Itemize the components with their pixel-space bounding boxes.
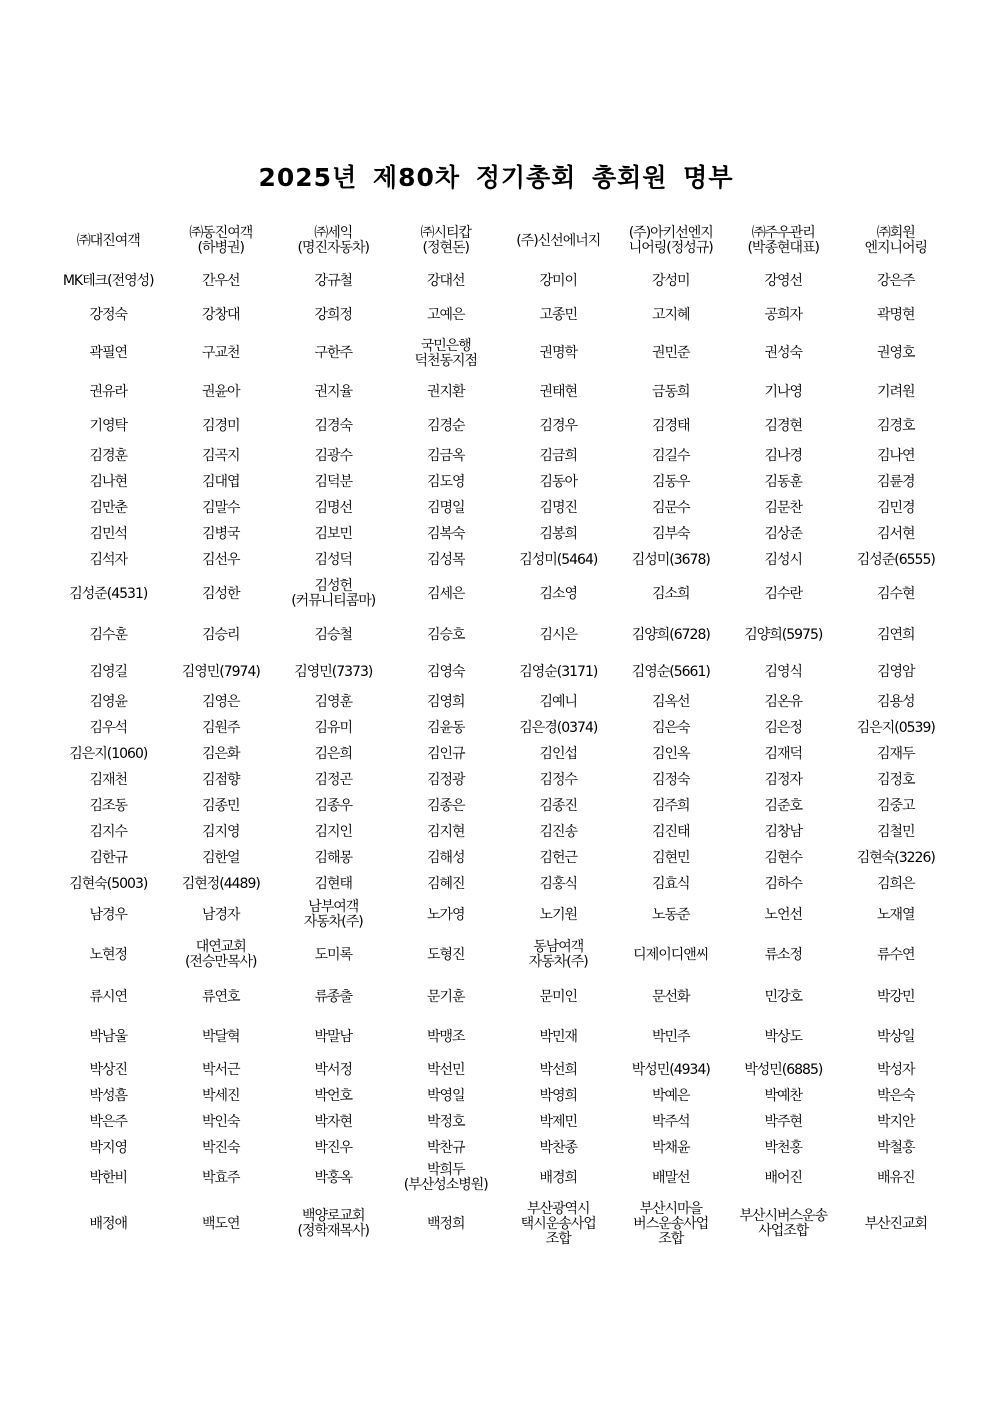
member-name: 기나영: [764, 383, 803, 400]
member-name: 김은희: [314, 745, 353, 762]
member-name: 박언호: [314, 1087, 353, 1104]
member-name: MK테크(전영성): [62, 272, 154, 289]
member-name: 김나현: [89, 473, 128, 490]
member-name: 김진태: [651, 823, 690, 840]
member-name: 박강민: [876, 988, 915, 1005]
member-name: 박철홍: [876, 1139, 915, 1156]
member-name: 김홍식: [539, 875, 578, 892]
roster-row: [52, 1083, 952, 1109]
member-name: 김소영: [539, 585, 578, 602]
member-name: 박예은: [651, 1087, 690, 1104]
member-name: 박맹조: [426, 1028, 465, 1045]
member-name: 김수현: [876, 585, 915, 602]
roster-row: [52, 977, 952, 1017]
roster-row: [52, 1135, 952, 1161]
member-name: 김복숙: [426, 525, 465, 542]
roster-row: [52, 375, 952, 409]
roster-row: [52, 1161, 952, 1195]
member-name: 김서현: [876, 525, 915, 542]
member-name: 권윤아: [201, 383, 240, 400]
member-name: 김봉희: [539, 525, 578, 542]
member-name: 김온유: [764, 693, 803, 710]
member-name: 박자현: [314, 1113, 353, 1130]
member-name: 박달혁: [201, 1028, 240, 1045]
member-name: 김승리: [201, 626, 240, 643]
member-name: 박민주: [651, 1028, 690, 1045]
member-name: 김금옥: [426, 447, 465, 464]
member-name: 김성목: [426, 551, 465, 568]
roster-row: [52, 819, 952, 845]
member-name: 김륜경: [876, 473, 915, 490]
member-name: 김곡지: [201, 447, 240, 464]
member-name: 박지영: [89, 1139, 128, 1156]
member-name: 김시은: [539, 626, 578, 643]
member-name: 김영순(5661): [631, 663, 710, 680]
member-name: 김경현: [764, 417, 803, 434]
member-name: 부산시마을 버스운송사업 조합: [633, 1200, 709, 1247]
member-name: 김은숙: [651, 719, 690, 736]
member-name: 문미인: [539, 988, 578, 1005]
member-name: 박성흠: [89, 1087, 128, 1104]
member-name: 김도영: [426, 473, 465, 490]
member-name: 공희자: [764, 306, 803, 323]
member-name: 김인규: [426, 745, 465, 762]
member-name: 김종민: [201, 797, 240, 814]
member-name: 박은숙: [876, 1087, 915, 1104]
member-name: ㈜세익 (명진자동차): [297, 225, 370, 256]
member-name: 김재덕: [764, 745, 803, 762]
member-name: 박말남: [314, 1028, 353, 1045]
member-name: 김해성: [426, 849, 465, 866]
member-name: 노가영: [426, 906, 465, 923]
member-name: 김현정(4489): [181, 875, 260, 892]
member-name: 김경호: [876, 417, 915, 434]
member-name: 박은주: [89, 1113, 128, 1130]
member-name: 남경자: [201, 906, 240, 923]
member-name: 김영순(3171): [519, 663, 598, 680]
member-name: 대연교회 (전승만목사): [184, 939, 257, 970]
member-name: 김재두: [876, 745, 915, 762]
member-name: 김지현: [426, 823, 465, 840]
member-name: 노동준: [651, 906, 690, 923]
member-name: 류시연: [89, 988, 128, 1005]
member-name: 김은지(0539): [856, 719, 935, 736]
member-name: 김명진: [539, 499, 578, 516]
roster-row: [52, 689, 952, 715]
member-name: 권지환: [426, 383, 465, 400]
member-roster: [52, 218, 952, 1253]
member-name: 백정희: [426, 1215, 465, 1232]
member-name: 김하수: [764, 875, 803, 892]
member-name: 김영식: [764, 663, 803, 680]
member-name: 도형진: [426, 946, 465, 963]
member-name: 김정광: [426, 771, 465, 788]
member-name: 김조동: [89, 797, 128, 814]
member-name: 김경숙: [314, 417, 353, 434]
member-name: 강창대: [201, 306, 240, 323]
member-name: ㈜동진여객 (하병권): [189, 225, 253, 256]
member-name: 배말선: [651, 1169, 690, 1186]
member-name: 류연호: [201, 988, 240, 1005]
roster-row: [52, 1195, 952, 1253]
member-name: 김점향: [201, 771, 240, 788]
member-name: 박상진: [89, 1061, 128, 1078]
member-name: 류수연: [876, 946, 915, 963]
roster-row: [52, 793, 952, 819]
member-name: 김성시: [764, 551, 803, 568]
member-name: 김말수: [201, 499, 240, 516]
member-name: 김정곤: [314, 771, 353, 788]
member-name: 고지혜: [651, 306, 690, 323]
member-name: 류종출: [314, 988, 353, 1005]
member-name: 강대선: [426, 272, 465, 289]
member-name: 김영민(7974): [181, 663, 260, 680]
member-name: 김소희: [651, 585, 690, 602]
roster-row: [52, 332, 952, 375]
member-name: 부산광역시 택시운송사업 조합: [520, 1200, 596, 1247]
roster-row: [52, 655, 952, 689]
member-name: 김양희(6728): [631, 626, 710, 643]
member-name: 노재열: [876, 906, 915, 923]
member-name: 고예은: [426, 306, 465, 323]
member-name: 박선민: [426, 1061, 465, 1078]
member-name: 민강호: [764, 988, 803, 1005]
member-name: 김효식: [651, 875, 690, 892]
member-name: 김선우: [201, 551, 240, 568]
roster-row: [52, 547, 952, 573]
member-name: 김은경(0374): [519, 719, 598, 736]
member-name: 남경우: [89, 906, 128, 923]
member-name: 김현태: [314, 875, 353, 892]
member-name: 김병국: [201, 525, 240, 542]
member-name: 김문찬: [764, 499, 803, 516]
member-name: 권명학: [539, 345, 578, 361]
member-name: 김정숙: [651, 771, 690, 788]
member-name: 강정숙: [89, 306, 128, 323]
member-name: 김성준(6555): [856, 551, 935, 568]
member-name: 금동희: [651, 383, 690, 400]
member-name: 강미이: [539, 272, 578, 289]
member-name: 김광수: [314, 447, 353, 464]
roster-row: [52, 521, 952, 547]
member-name: 김은정: [764, 719, 803, 736]
member-name: 김지영: [201, 823, 240, 840]
member-name: ㈜대진여객: [76, 232, 140, 249]
member-name: 김양희(5975): [744, 626, 823, 643]
member-name: ㈜시티캅 (정현돈): [420, 225, 472, 256]
member-name: 김혜진: [426, 875, 465, 892]
member-name: 권민준: [651, 345, 690, 361]
member-name: 김성한: [201, 585, 240, 602]
roster-row: [52, 615, 952, 655]
member-name: 김영윤: [89, 693, 128, 710]
member-name: 권유라: [89, 383, 128, 400]
member-name: 김경훈: [89, 447, 128, 464]
member-name: 노현정: [89, 946, 128, 963]
member-name: 권영호: [876, 345, 915, 361]
member-name: 김주희: [651, 797, 690, 814]
member-name: 박인숙: [201, 1113, 240, 1130]
member-name: 김해몽: [314, 849, 353, 866]
member-name: 김현민: [651, 849, 690, 866]
member-name: 박선희: [539, 1061, 578, 1078]
member-name: 박성민(6885): [744, 1061, 823, 1078]
member-name: 김경순: [426, 417, 465, 434]
member-name: 동남여객 자동차(주): [528, 939, 588, 970]
member-name: 김헌근: [539, 849, 578, 866]
member-name: 김부숙: [651, 525, 690, 542]
roster-row: [52, 741, 952, 767]
member-name: 김대엽: [201, 473, 240, 490]
roster-row: [52, 469, 952, 495]
roster-row: [52, 573, 952, 615]
member-name: 김진송: [539, 823, 578, 840]
member-name: 김종진: [539, 797, 578, 814]
member-name: 김성준(4531): [69, 585, 148, 602]
member-name: 김동아: [539, 473, 578, 490]
member-name: 배정애: [89, 1215, 128, 1232]
member-name: 김준호: [764, 797, 803, 814]
member-name: 김옥선: [651, 693, 690, 710]
member-name: 박서근: [201, 1061, 240, 1078]
member-name: 김명일: [426, 499, 465, 516]
roster-row: [52, 845, 952, 871]
member-name: 김성미(3678): [631, 551, 710, 568]
member-name: 박희두 (부산성소병원): [403, 1162, 488, 1193]
member-name: 박민재: [539, 1028, 578, 1045]
member-name: 박효주: [201, 1169, 240, 1186]
member-name: 권태현: [539, 383, 578, 400]
member-name: 김민경: [876, 499, 915, 516]
member-name: 박찬종: [539, 1139, 578, 1156]
roster-row: [52, 1109, 952, 1135]
member-name: 강영선: [764, 272, 803, 289]
member-name: 김상준: [764, 525, 803, 542]
roster-row: [52, 715, 952, 741]
member-name: 김덕분: [314, 473, 353, 490]
member-name: 배유진: [876, 1169, 915, 1186]
member-name: 김영희: [426, 693, 465, 710]
member-name: (주)신선에너지: [516, 232, 601, 249]
member-name: 박제민: [539, 1113, 578, 1130]
member-name: 김명선: [314, 499, 353, 516]
roster-row: [52, 409, 952, 443]
member-name: 박성자: [876, 1061, 915, 1078]
member-name: 박영희: [539, 1087, 578, 1104]
member-name: 고종민: [539, 306, 578, 323]
member-name: 부산시버스운송 사업조합: [739, 1208, 828, 1239]
member-name: 김경태: [651, 417, 690, 434]
member-name: 김영훈: [314, 693, 353, 710]
member-name: 김경미: [201, 417, 240, 434]
page-title: 2025년 제80차 정기총회 총회원 명부: [258, 163, 734, 192]
member-name: 디제이디앤씨: [633, 946, 709, 963]
member-name: 김정호: [876, 771, 915, 788]
member-name: 강희정: [314, 306, 353, 323]
roster-row: [52, 443, 952, 469]
roster-row: [52, 218, 952, 264]
member-name: 김종우: [314, 797, 353, 814]
member-name: 박진숙: [201, 1139, 240, 1156]
member-name: 기영탁: [89, 417, 128, 434]
member-name: 박한비: [89, 1169, 128, 1186]
member-name: 김종은: [426, 797, 465, 814]
member-name: 노기원: [539, 906, 578, 923]
member-name: 김성미(5464): [519, 551, 598, 568]
roster-row: [52, 1057, 952, 1083]
member-name: 김성덕: [314, 551, 353, 568]
member-name: ㈜회원 엔지니어링: [864, 225, 928, 256]
member-name: 곽명현: [876, 306, 915, 323]
member-name: 박상도: [764, 1028, 803, 1045]
member-name: 박남울: [89, 1028, 128, 1045]
member-name: 곽필연: [89, 345, 128, 361]
member-name: 강규철: [314, 272, 353, 289]
member-name: 김금희: [539, 447, 578, 464]
member-name: 김중고: [876, 797, 915, 814]
member-name: 백양로교회 (정학재목사): [297, 1208, 370, 1239]
member-name: 김은지(1060): [69, 745, 148, 762]
member-name: ㈜주우관리 (박종현대표): [747, 225, 820, 256]
roster-row: [52, 897, 952, 933]
member-name: 김인옥: [651, 745, 690, 762]
member-name: 김재천: [89, 771, 128, 788]
member-name: 박천홍: [764, 1139, 803, 1156]
member-name: 김용성: [876, 693, 915, 710]
roster-row: [52, 767, 952, 793]
member-name: 김수훈: [89, 626, 128, 643]
member-name: 김문수: [651, 499, 690, 516]
member-name: (주)아키선엔지 니어링(정성규): [628, 225, 713, 256]
member-name: 권성숙: [764, 345, 803, 361]
member-name: 김창남: [764, 823, 803, 840]
member-name: 김유미: [314, 719, 353, 736]
member-name: 김영은: [201, 693, 240, 710]
member-name: 김보민: [314, 525, 353, 542]
member-name: 김나경: [764, 447, 803, 464]
member-name: 김우석: [89, 719, 128, 736]
member-name: 김수란: [764, 585, 803, 602]
member-name: 박채윤: [651, 1139, 690, 1156]
roster-row: [52, 1017, 952, 1057]
member-name: 김세은: [426, 585, 465, 602]
member-name: 노언선: [764, 906, 803, 923]
member-name: 구교천: [201, 345, 240, 361]
member-name: 박진우: [314, 1139, 353, 1156]
member-name: 김영암: [876, 663, 915, 680]
member-name: 박영일: [426, 1087, 465, 1104]
member-name: 박주현: [764, 1113, 803, 1130]
member-name: 박서정: [314, 1061, 353, 1078]
member-name: 김나연: [876, 447, 915, 464]
member-name: 김정수: [539, 771, 578, 788]
member-name: 김현수: [764, 849, 803, 866]
member-name: 김성헌 (커뮤니티콤마): [291, 578, 376, 609]
member-name: 김은화: [201, 745, 240, 762]
member-name: 김윤동: [426, 719, 465, 736]
member-name: 김길수: [651, 447, 690, 464]
member-name: 김영민(7373): [294, 663, 373, 680]
member-name: 김예니: [539, 693, 578, 710]
member-name: 김희은: [876, 875, 915, 892]
member-name: 박상일: [876, 1028, 915, 1045]
member-name: 강성미: [651, 272, 690, 289]
member-name: 박지안: [876, 1113, 915, 1130]
member-name: 김동우: [651, 473, 690, 490]
roster-row: [52, 871, 952, 897]
member-name: 김지수: [89, 823, 128, 840]
member-name: 박홍옥: [314, 1169, 353, 1186]
member-name: 김영숙: [426, 663, 465, 680]
member-name: 박성민(4934): [631, 1061, 710, 1078]
member-name: 부산진교회: [864, 1215, 928, 1232]
member-name: 남부여객 자동차(주): [303, 899, 363, 930]
member-name: 국민은행 덕천동지점: [414, 337, 478, 369]
member-name: 문기훈: [426, 988, 465, 1005]
member-name: 박주석: [651, 1113, 690, 1130]
member-name: 김민석: [89, 525, 128, 542]
member-name: 김동훈: [764, 473, 803, 490]
member-name: 김한규: [89, 849, 128, 866]
roster-row: [52, 495, 952, 521]
member-name: 김지인: [314, 823, 353, 840]
roster-row: [52, 298, 952, 332]
roster-row: [52, 264, 952, 298]
member-name: 배어진: [764, 1169, 803, 1186]
member-name: 백도연: [201, 1215, 240, 1232]
member-name: 김승철: [314, 626, 353, 643]
member-name: 간우선: [201, 272, 240, 289]
member-name: 류소정: [764, 946, 803, 963]
member-name: 김철민: [876, 823, 915, 840]
member-name: 박세진: [201, 1087, 240, 1104]
roster-row: [52, 933, 952, 977]
member-name: 김인섭: [539, 745, 578, 762]
member-name: 기려원: [876, 383, 915, 400]
member-name: 박찬규: [426, 1139, 465, 1156]
member-name: 박정호: [426, 1113, 465, 1130]
member-name: 김만춘: [89, 499, 128, 516]
member-name: 김원주: [201, 719, 240, 736]
member-name: 도미록: [314, 946, 353, 963]
member-name: 문선화: [651, 988, 690, 1005]
member-name: 김한얼: [201, 849, 240, 866]
member-name: 김경우: [539, 417, 578, 434]
member-name: 김석자: [89, 551, 128, 568]
member-name: 김현숙(5003): [69, 875, 148, 892]
member-name: 김정자: [764, 771, 803, 788]
member-name: 권지율: [314, 383, 353, 400]
member-name: 김현숙(3226): [856, 849, 935, 866]
member-name: 김연희: [876, 626, 915, 643]
member-name: 강은주: [876, 272, 915, 289]
member-name: 김영길: [89, 663, 128, 680]
member-name: 박예찬: [764, 1087, 803, 1104]
member-name: 배경희: [539, 1169, 578, 1186]
member-name: 구한주: [314, 345, 353, 361]
member-name: 김승호: [426, 626, 465, 643]
